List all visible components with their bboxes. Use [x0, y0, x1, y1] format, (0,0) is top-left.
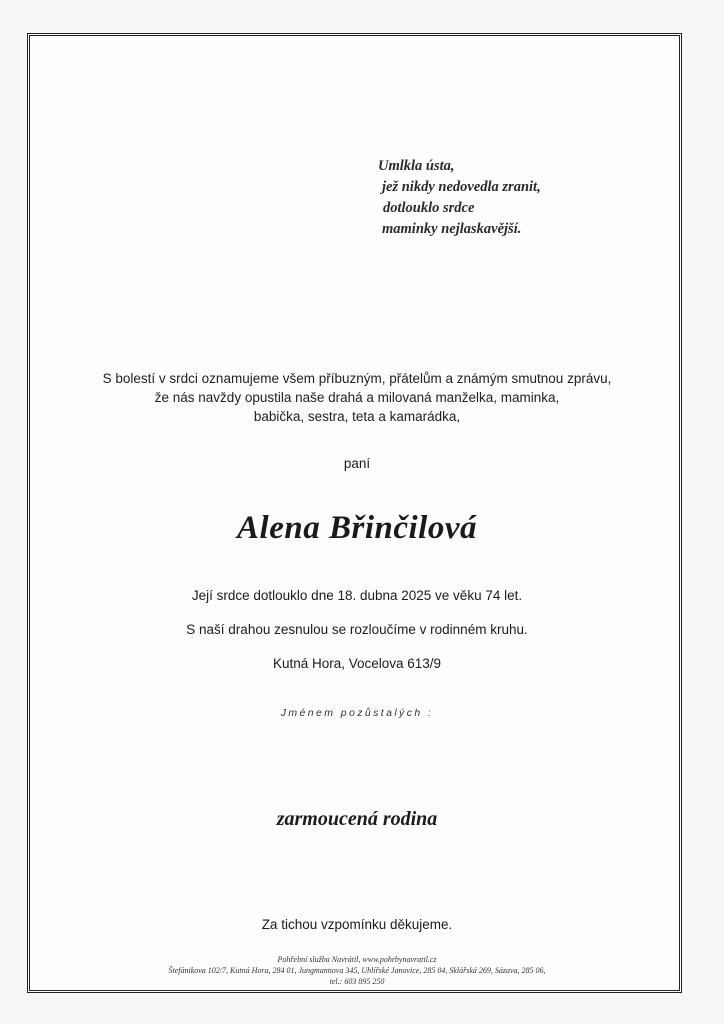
- address: Kutná Hora, Vocelova 613/9: [272, 656, 442, 671]
- poem-line-3: dotlouklo srdce: [383, 200, 475, 216]
- footer-line-1: Pohřební služba Navrátil, www.pohrbynavratil.cz: [277, 955, 437, 964]
- announcement-line-2: že nás navždy opustila naše drahá a milovaná manželka, maminka,: [154, 390, 560, 405]
- funeral-service-footer: [30, 954, 684, 987]
- announcement: [30, 369, 684, 426]
- footer-line-3: tel.: 603 895 250: [329, 977, 385, 986]
- salutation: paní: [343, 456, 371, 471]
- poem-line-4: maminky nejlaskavější.: [382, 221, 522, 237]
- poem-line-1: Umlkla ústa,: [378, 158, 455, 174]
- farewell-text: S naší drahou zesnulou se rozloučíme v rodinném kruhu.: [186, 622, 528, 637]
- family-signature: zarmoucená rodina: [276, 808, 438, 830]
- footer-line-2: Štefánikova 102/7, Kutná Hora, 284 01, Jungmannova 345, Uhlířské Janovice, 285 04, Sklářská 269, Sázava, 285 06,: [168, 966, 546, 975]
- announcement-line-1: S bolestí v srdci oznamujeme všem příbuzným, přátelům a známým smutnou zprávu,: [102, 371, 612, 386]
- announcement-line-3: babička, sestra, teta a kamarádka,: [253, 409, 461, 424]
- death-text: Její srdce dotlouklo dne 18. dubna 2025 ve věku 74 let.: [191, 588, 523, 603]
- on-behalf-label: Jménem pozůstalých :: [280, 707, 434, 719]
- deceased-name: Alena Břinčilová: [237, 510, 477, 546]
- thanks-text: Za tichou vzpomínku děkujeme.: [261, 917, 453, 932]
- poem-line-2: jež nikdy nedovedla zranit,: [382, 179, 541, 195]
- poem: [378, 156, 541, 240]
